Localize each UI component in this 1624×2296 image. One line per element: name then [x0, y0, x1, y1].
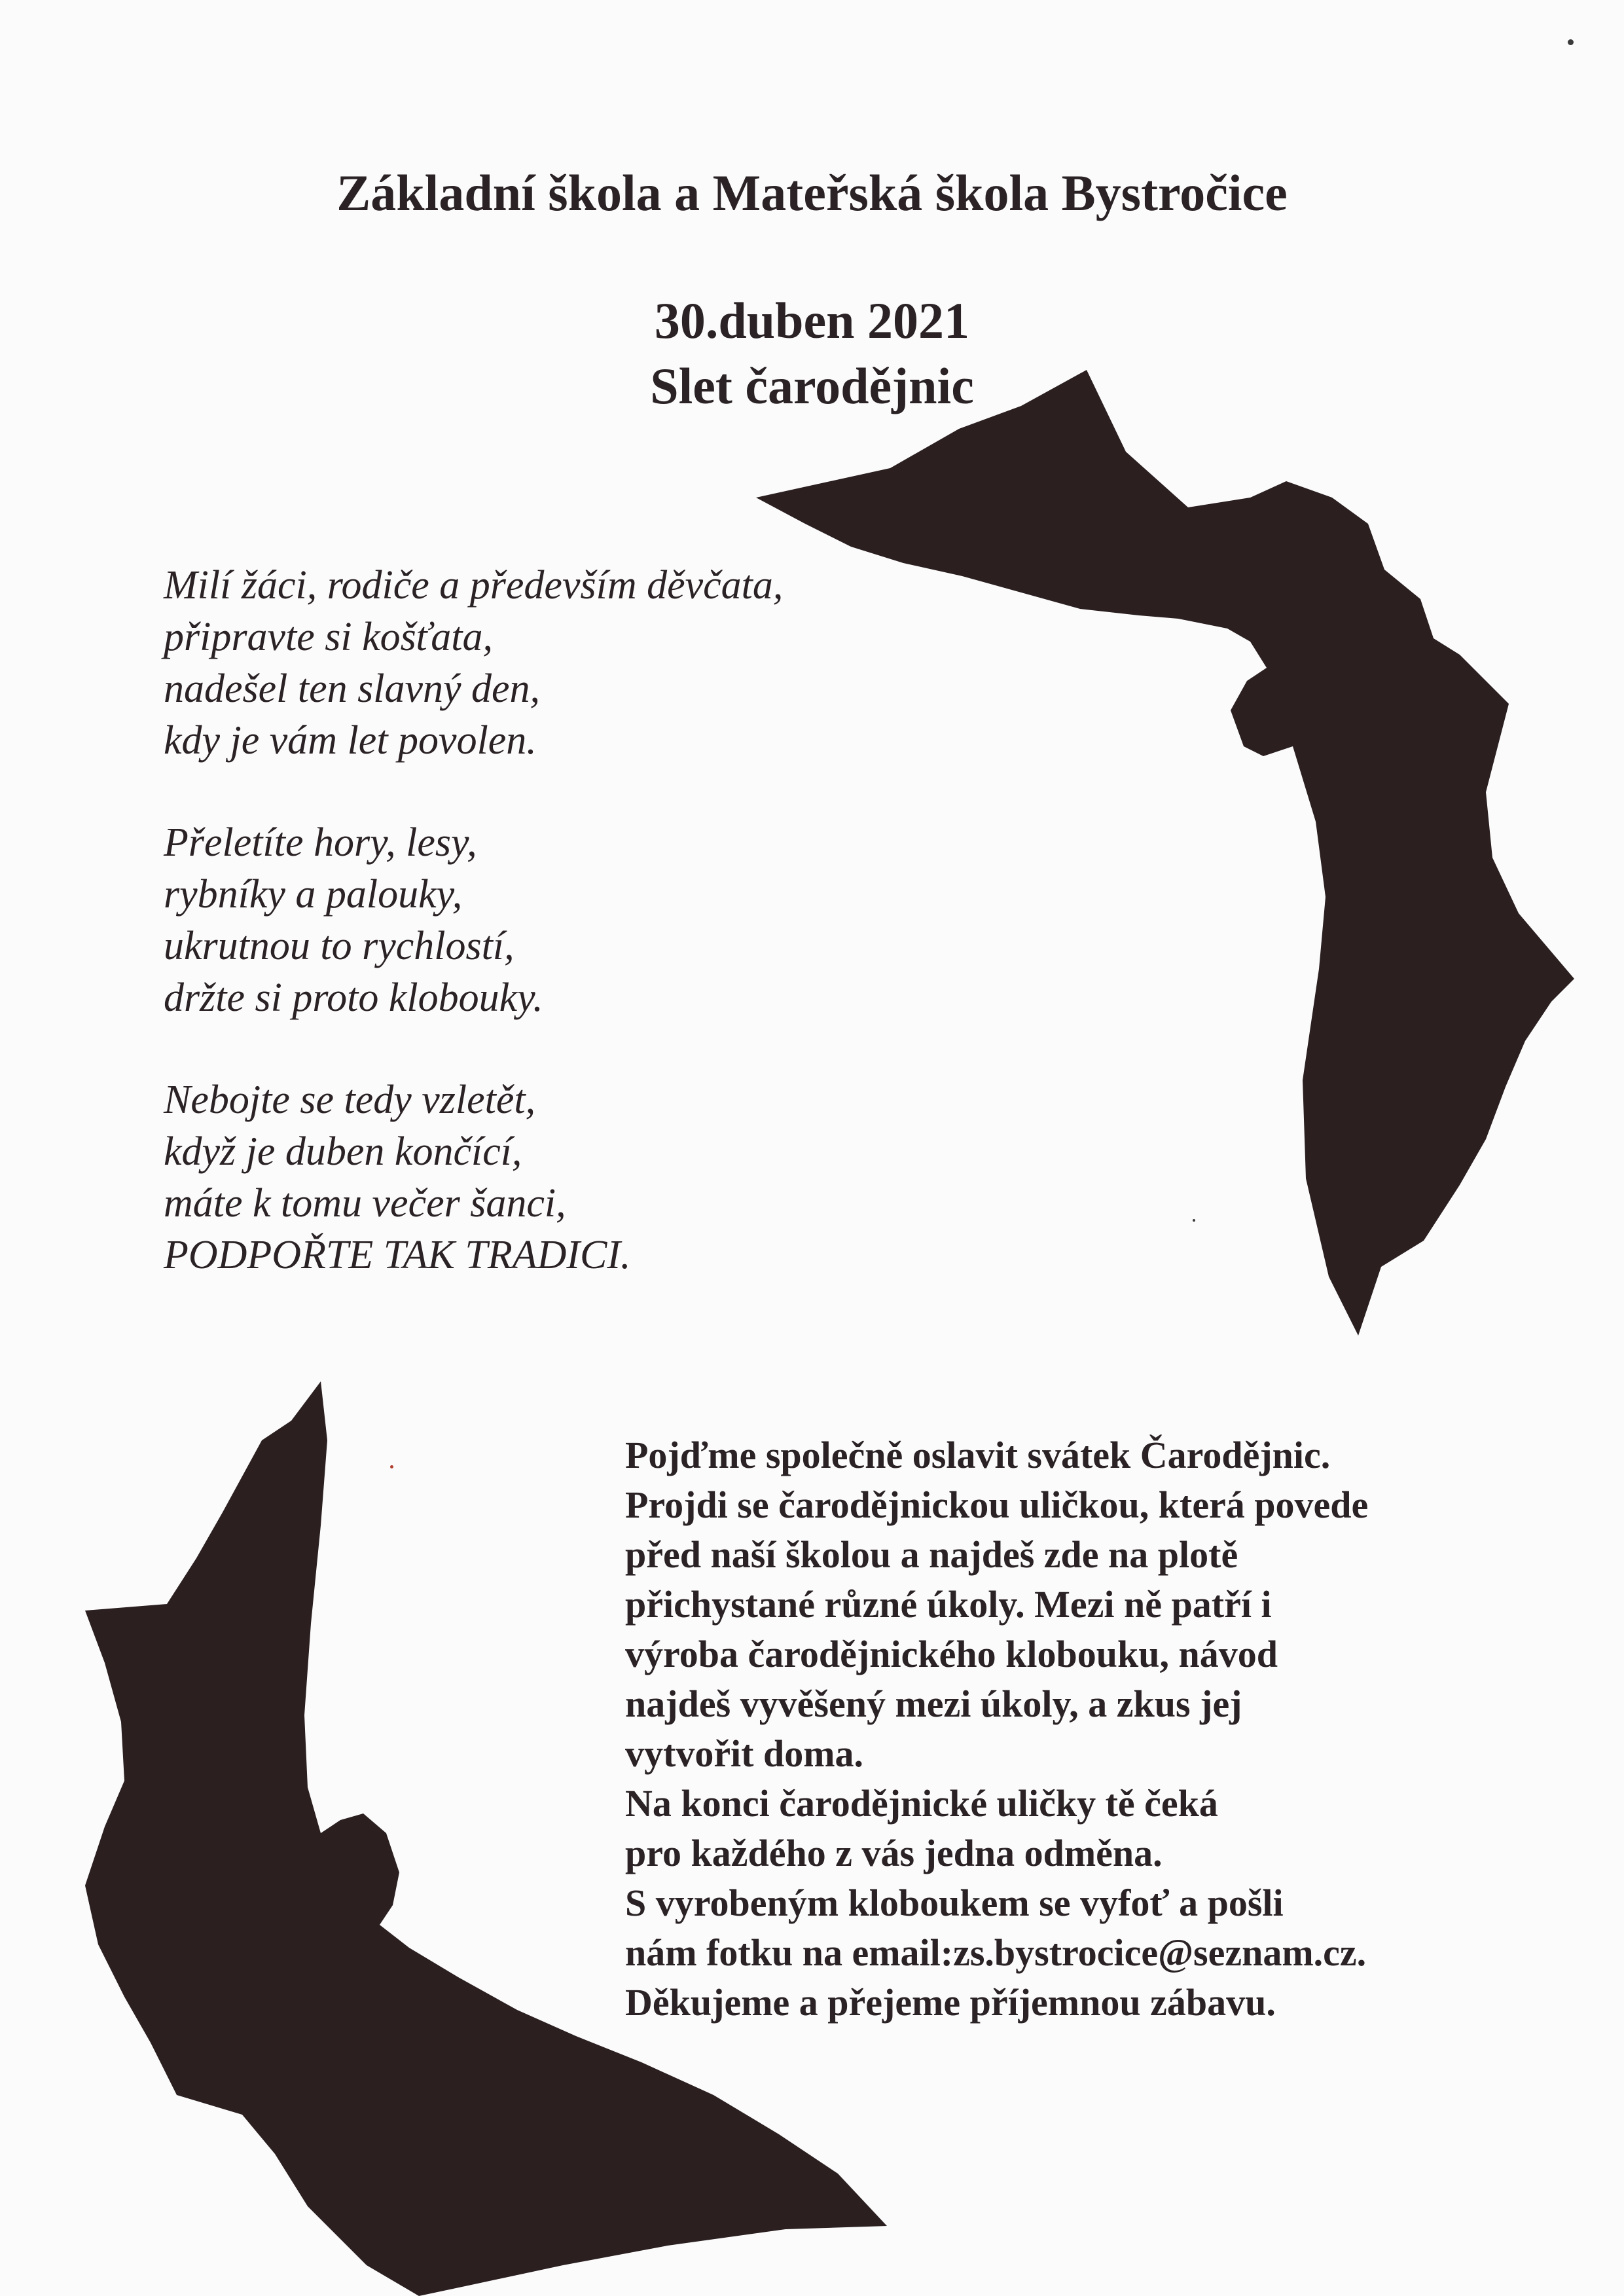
poem-line: rybníky a palouky, [164, 872, 463, 917]
message-line: vytvořit doma. [625, 1732, 864, 1775]
message-line: Projdi se čarodějnickou uličkou, která povede [625, 1484, 1369, 1526]
event-title: Slet čarodějnic [650, 357, 974, 414]
message-line: Pojďme společně oslavit svátek Čarodějnic. [625, 1434, 1331, 1476]
speck [390, 1465, 393, 1468]
poem-stanza [164, 817, 949, 1024]
message-line: Děkujeme a přejeme příjemnou zábavu. [625, 1981, 1276, 2024]
poem [164, 560, 949, 1332]
poem-line: Nebojte se tedy vzletět, [164, 1078, 536, 1122]
event-date: 30.duben 2021 [654, 292, 970, 349]
message-line: pro každého z vás jedna odměna. [625, 1832, 1163, 1874]
message-line: najdeš vyvěšený mezi úkoly, a zkus jej [625, 1683, 1242, 1725]
speck [1568, 39, 1574, 45]
poem-line: držte si proto klobouky. [164, 975, 543, 1020]
poem-stanza [164, 560, 949, 767]
message-line: přichystané různé úkoly. Mezi ně patří i [625, 1583, 1272, 1626]
poem-line: Milí žáci, rodiče a především děvčata, [164, 563, 784, 608]
poem-line: PODPOŘTE TAK TRADICI. [164, 1233, 631, 1277]
poem-stanza [164, 1074, 949, 1281]
poem-line: když je duben končící, [164, 1129, 522, 1174]
message-line: výroba čarodějnického klobouku, návod [625, 1633, 1278, 1675]
message-line-email: nám fotku na email:zs.bystrocice@seznam.cz. [625, 1931, 1367, 1974]
poem-line: Přeletíte hory, lesy, [164, 820, 477, 865]
poem-line: připravte si košťata, [164, 615, 494, 659]
message-line: před naší školou a najdeš zde na plotě [625, 1533, 1238, 1576]
poem-line: kdy je vám let povolen. [164, 718, 537, 763]
school-name-heading: Základní škola a Mateřská škola Bystročice [336, 164, 1288, 221]
poem-line: máte k tomu večer šanci, [164, 1181, 566, 1226]
poem-line: ukrutnou to rychlostí, [164, 924, 514, 968]
message-line: Na konci čarodějnické uličky tě čeká [625, 1782, 1218, 1825]
speck [1193, 1219, 1195, 1222]
poem-line: nadešel ten slavný den, [164, 666, 541, 711]
invitation-message [625, 1430, 1574, 2028]
message-line: S vyrobeným kloboukem se vyfoť a pošli [625, 1882, 1284, 1924]
